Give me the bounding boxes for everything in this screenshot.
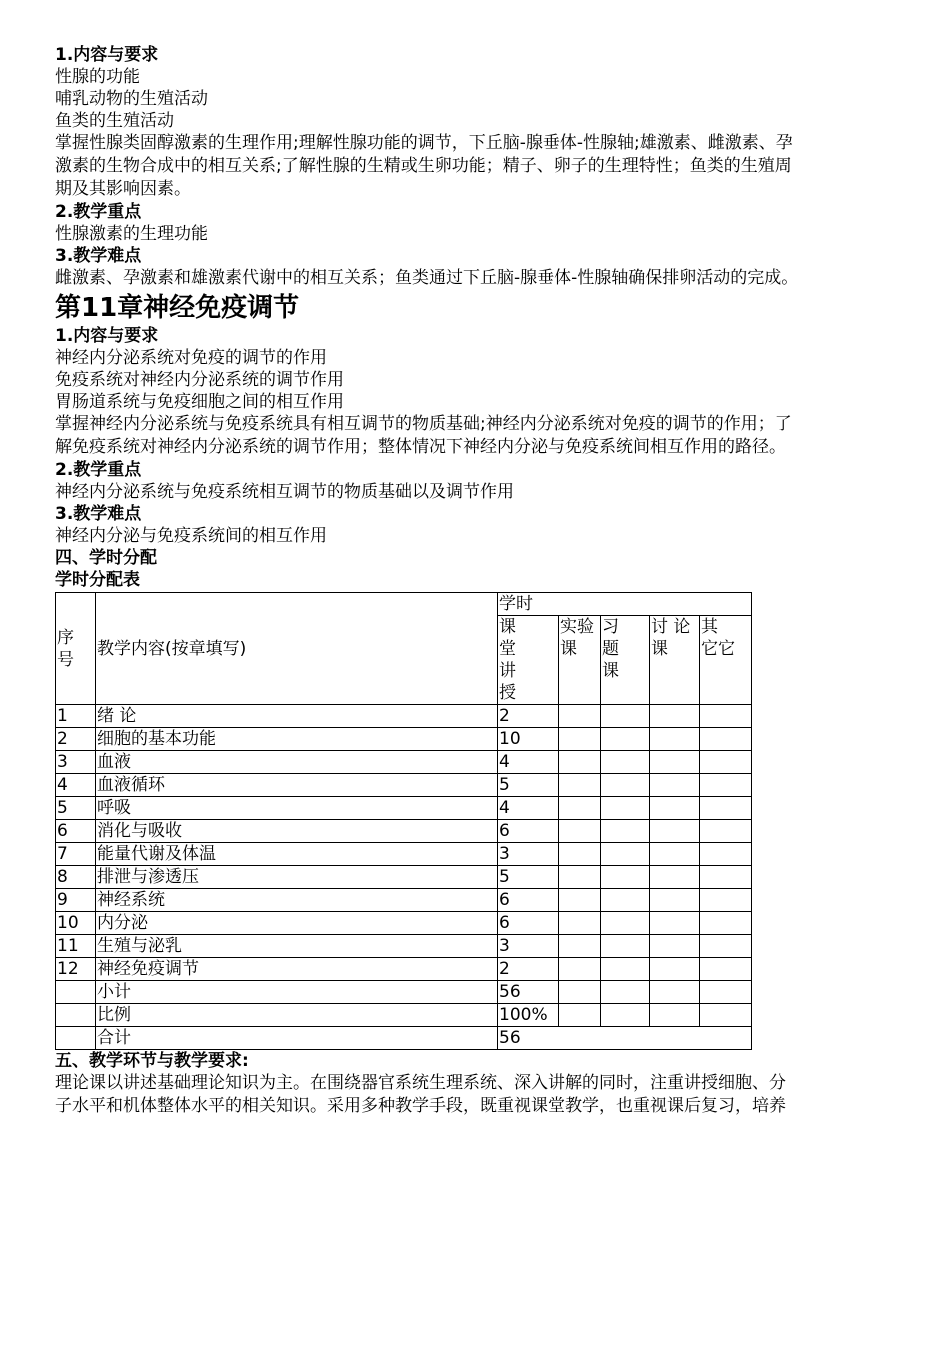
row-no: 1 bbox=[56, 705, 96, 728]
row-content: 细胞的基本功能 bbox=[96, 728, 498, 751]
row-other-hours bbox=[700, 843, 752, 866]
table-row bbox=[56, 797, 752, 820]
row-lab-hours bbox=[559, 912, 601, 935]
table-row bbox=[56, 751, 752, 774]
row-discussion-hours bbox=[650, 935, 700, 958]
table-header-row bbox=[56, 593, 752, 616]
section-heading: 3.教学难点 bbox=[55, 246, 142, 266]
teaching-paragraph bbox=[55, 1072, 913, 1118]
row-no: 10 bbox=[56, 912, 96, 935]
row-lecture-hours: 6 bbox=[498, 889, 559, 912]
table-row bbox=[56, 705, 752, 728]
row-exercise-hours bbox=[601, 774, 650, 797]
paragraph-line: 理论课以讲述基础理论知识为主。在围绕器官系统生理系统、深入讲解的同时，注重讲授细胞、分 bbox=[55, 1073, 786, 1093]
row-lecture-hours: 6 bbox=[498, 912, 559, 935]
row-discussion-hours bbox=[650, 797, 700, 820]
content-item: 哺乳动物的生殖活动 bbox=[55, 89, 208, 109]
subtotal-row bbox=[56, 981, 752, 1004]
row-lecture-hours: 6 bbox=[498, 820, 559, 843]
section-heading: 1.内容与要求 bbox=[55, 326, 159, 346]
row-other-hours bbox=[700, 774, 752, 797]
ratio-row bbox=[56, 1004, 752, 1027]
subtotal-label: 小计 bbox=[96, 981, 498, 1004]
row-exercise-hours bbox=[601, 889, 650, 912]
section-heading: 1.内容与要求 bbox=[55, 45, 159, 65]
row-discussion-hours bbox=[650, 866, 700, 889]
paragraph-line: 掌握性腺类固醇激素的生理作用;理解性腺功能的调节，下丘脑-腺垂体-性腺轴;雄激素、雌激素、孕 bbox=[55, 133, 793, 153]
row-no: 6 bbox=[56, 820, 96, 843]
row-no: 5 bbox=[56, 797, 96, 820]
row-other-hours bbox=[700, 705, 752, 728]
table-row bbox=[56, 889, 752, 912]
row-lecture-hours: 3 bbox=[498, 935, 559, 958]
row-lecture-hours: 5 bbox=[498, 774, 559, 797]
header-hours: 学时 bbox=[498, 593, 752, 616]
row-other-hours bbox=[700, 797, 752, 820]
row-exercise-hours bbox=[601, 751, 650, 774]
subtotal-value: 56 bbox=[498, 981, 559, 1004]
header-other: 其 它它 bbox=[700, 616, 752, 705]
row-lab-hours bbox=[559, 889, 601, 912]
row-content: 能量代谢及体温 bbox=[96, 843, 498, 866]
row-lecture-hours: 3 bbox=[498, 843, 559, 866]
row-other-hours bbox=[700, 820, 752, 843]
section-title: 四、学时分配 bbox=[55, 548, 157, 568]
total-row bbox=[56, 1027, 752, 1050]
row-exercise-hours bbox=[601, 820, 650, 843]
table-row bbox=[56, 820, 752, 843]
key-point: 神经内分泌系统与免疫系统相互调节的物质基础以及调节作用 bbox=[55, 482, 514, 502]
content-item: 鱼类的生殖活动 bbox=[55, 111, 174, 131]
table-title: 学时分配表 bbox=[55, 570, 140, 590]
paragraph-line: 解免疫系统对神经内分泌系统的调节作用；整体情况下神经内分泌与免疫系统间相互作用的路径。 bbox=[55, 437, 786, 457]
row-exercise-hours bbox=[601, 866, 650, 889]
row-exercise-hours bbox=[601, 705, 650, 728]
row-exercise-hours bbox=[601, 797, 650, 820]
content-item: 胃肠道系统与免疫细胞之间的相互作用 bbox=[55, 392, 344, 412]
table-row bbox=[56, 935, 752, 958]
row-exercise-hours bbox=[601, 935, 650, 958]
requirement-paragraph bbox=[55, 132, 913, 201]
table-row bbox=[56, 843, 752, 866]
row-discussion-hours bbox=[650, 843, 700, 866]
row-content: 血液 bbox=[96, 751, 498, 774]
row-exercise-hours bbox=[601, 912, 650, 935]
row-lab-hours bbox=[559, 843, 601, 866]
row-discussion-hours bbox=[650, 705, 700, 728]
row-lab-hours bbox=[559, 797, 601, 820]
row-other-hours bbox=[700, 728, 752, 751]
row-no: 9 bbox=[56, 889, 96, 912]
row-exercise-hours bbox=[601, 728, 650, 751]
row-lab-hours bbox=[559, 820, 601, 843]
table-row bbox=[56, 866, 752, 889]
row-no: 3 bbox=[56, 751, 96, 774]
section-heading: 2.教学重点 bbox=[55, 460, 142, 480]
chapter-title: 第11章神经免疫调节 bbox=[55, 293, 300, 323]
paragraph-line: 子水平和机体整体水平的相关知识。采用多种教学手段，既重视课堂教学，也重视课后复习，培养 bbox=[55, 1096, 786, 1116]
row-discussion-hours bbox=[650, 912, 700, 935]
requirement-paragraph bbox=[55, 413, 913, 459]
section-title: 五、教学环节与教学要求: bbox=[55, 1051, 249, 1071]
row-content: 血液循环 bbox=[96, 774, 498, 797]
total-value: 56 bbox=[498, 1027, 752, 1050]
row-other-hours bbox=[700, 935, 752, 958]
total-label: 合计 bbox=[96, 1027, 498, 1050]
row-content: 神经免疫调节 bbox=[96, 958, 498, 981]
row-lecture-hours: 4 bbox=[498, 797, 559, 820]
row-lab-hours bbox=[559, 935, 601, 958]
row-no: 4 bbox=[56, 774, 96, 797]
content-item: 免疫系统对神经内分泌系统的调节作用 bbox=[55, 370, 344, 390]
row-no: 2 bbox=[56, 728, 96, 751]
row-content: 消化与吸收 bbox=[96, 820, 498, 843]
content-item: 性腺的功能 bbox=[55, 67, 140, 87]
row-lab-hours bbox=[559, 866, 601, 889]
row-content: 生殖与泌乳 bbox=[96, 935, 498, 958]
row-discussion-hours bbox=[650, 751, 700, 774]
row-content: 绪 论 bbox=[96, 705, 498, 728]
row-other-hours bbox=[700, 958, 752, 981]
row-discussion-hours bbox=[650, 774, 700, 797]
row-lab-hours bbox=[559, 705, 601, 728]
row-lecture-hours: 4 bbox=[498, 751, 559, 774]
row-content: 呼吸 bbox=[96, 797, 498, 820]
table-row bbox=[56, 728, 752, 751]
row-lab-hours bbox=[559, 774, 601, 797]
row-lab-hours bbox=[559, 751, 601, 774]
row-other-hours bbox=[700, 889, 752, 912]
row-other-hours bbox=[700, 751, 752, 774]
row-no: 12 bbox=[56, 958, 96, 981]
row-other-hours bbox=[700, 912, 752, 935]
paragraph-line: 掌握神经内分泌系统与免疫系统具有相互调节的物质基础;神经内分泌系统对免疫的调节的作用；了 bbox=[55, 414, 792, 434]
paragraph-line: 激素的生物合成中的相互关系;了解性腺的生精或生卵功能；精子、卵子的生理特性；鱼类的生殖周 bbox=[55, 156, 792, 176]
table-row bbox=[56, 958, 752, 981]
row-discussion-hours bbox=[650, 958, 700, 981]
hours-allocation-table bbox=[55, 592, 752, 1050]
header-no: 序 号 bbox=[56, 593, 96, 705]
row-lecture-hours: 5 bbox=[498, 866, 559, 889]
difficulty-text: 神经内分泌与免疫系统间的相互作用 bbox=[55, 526, 327, 546]
table-row bbox=[56, 774, 752, 797]
row-no: 7 bbox=[56, 843, 96, 866]
key-point: 性腺激素的生理功能 bbox=[55, 224, 208, 244]
header-lecture: 课 堂 讲 授 bbox=[498, 616, 559, 705]
row-content: 神经系统 bbox=[96, 889, 498, 912]
section-heading: 3.教学难点 bbox=[55, 504, 142, 524]
header-discussion: 讨 论 课 bbox=[650, 616, 700, 705]
content-item: 神经内分泌系统对免疫的调节的作用 bbox=[55, 348, 327, 368]
row-lab-hours bbox=[559, 728, 601, 751]
header-lab: 实验 课 bbox=[559, 616, 601, 705]
row-discussion-hours bbox=[650, 889, 700, 912]
paragraph-line: 期及其影响因素。 bbox=[55, 179, 191, 199]
table-row bbox=[56, 912, 752, 935]
row-no: 8 bbox=[56, 866, 96, 889]
section-heading: 2.教学重点 bbox=[55, 202, 142, 222]
row-lab-hours bbox=[559, 958, 601, 981]
row-discussion-hours bbox=[650, 820, 700, 843]
row-exercise-hours bbox=[601, 843, 650, 866]
row-lecture-hours: 2 bbox=[498, 705, 559, 728]
row-content: 内分泌 bbox=[96, 912, 498, 935]
row-discussion-hours bbox=[650, 728, 700, 751]
header-content: 教学内容(按章填写) bbox=[96, 593, 498, 705]
header-exercise: 习 题 课 bbox=[601, 616, 650, 705]
ratio-value: 100% bbox=[498, 1004, 559, 1027]
row-exercise-hours bbox=[601, 958, 650, 981]
row-content: 排泄与渗透压 bbox=[96, 866, 498, 889]
row-lecture-hours: 2 bbox=[498, 958, 559, 981]
row-other-hours bbox=[700, 866, 752, 889]
ratio-label: 比例 bbox=[96, 1004, 498, 1027]
row-lecture-hours: 10 bbox=[498, 728, 559, 751]
row-no: 11 bbox=[56, 935, 96, 958]
difficulty-text: 雌激素、孕激素和雄激素代谢中的相互关系；鱼类通过下丘脑-腺垂体-性腺轴确保排卵活动的完成。 bbox=[55, 268, 799, 288]
